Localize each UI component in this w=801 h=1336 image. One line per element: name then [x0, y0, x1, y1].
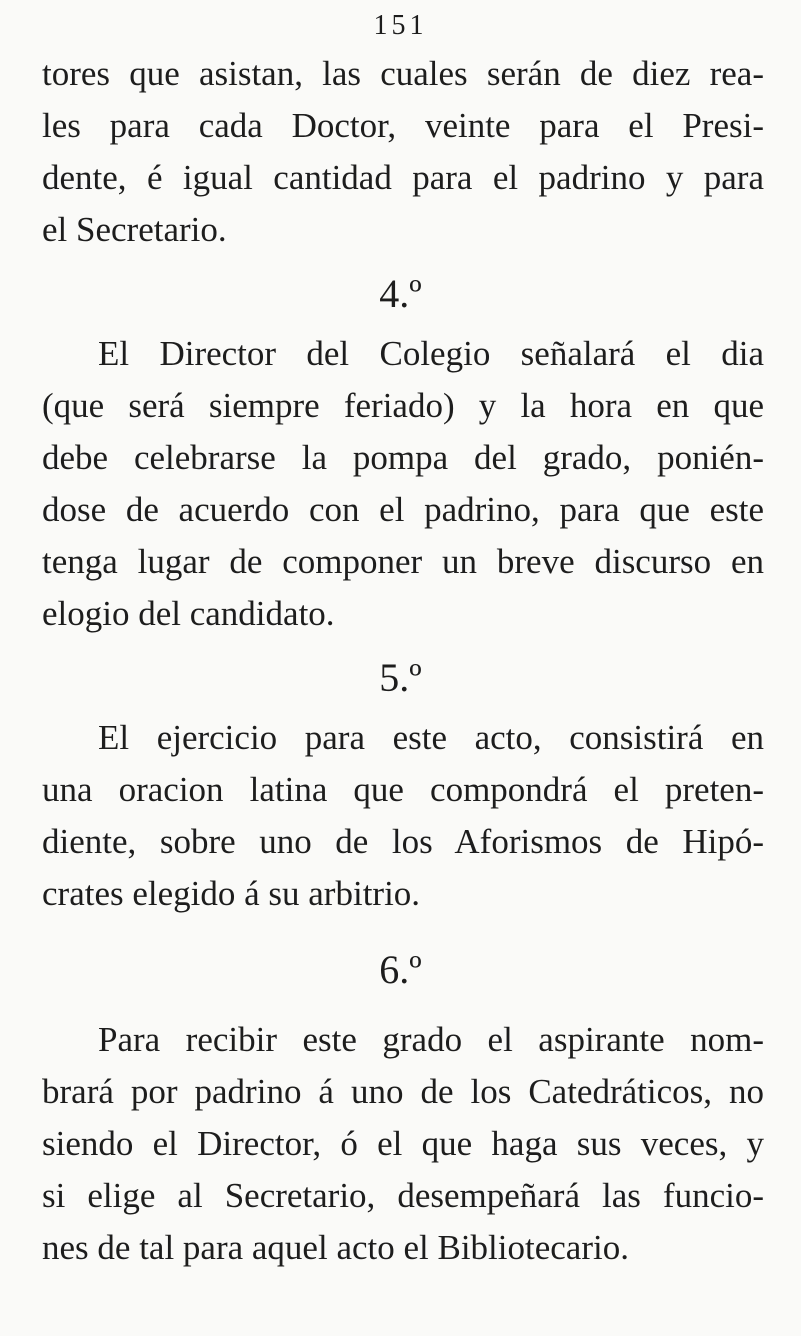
section-number: 4.º	[379, 271, 422, 316]
text-line: dose de acuerdo con el padrino, para que este	[42, 490, 764, 529]
text-line: debe celebrarse la pompa del grado, ponién-	[42, 438, 764, 477]
section-number: 6.º	[379, 947, 422, 992]
text-line: si elige al Secretario, desempeñará las funcio-	[42, 1176, 764, 1215]
text-line: nes de tal para aquel acto el Bibliotecario.	[42, 1228, 629, 1267]
text-line: una oracion latina que compondrá el preten-	[42, 770, 764, 809]
text-line: Para recibir este grado el aspirante nom-	[98, 1020, 764, 1059]
text-line: tores que asistan, las cuales serán de diez rea-	[42, 54, 764, 93]
page-number: 151	[373, 10, 428, 41]
text-line: crates elegido á su arbitrio.	[42, 874, 421, 913]
text-line: elogio del candidato.	[42, 594, 335, 633]
text-line: brará por padrino á uno de los Catedráticos, no	[42, 1072, 764, 1111]
text-line: diente, sobre uno de los Aforismos de Hipó-	[42, 822, 764, 861]
text-line: dente, é igual cantidad para el padrino y para	[42, 158, 764, 197]
text-line: tenga lugar de componer un breve discurso en	[42, 542, 764, 581]
text-line: siendo el Director, ó el que haga sus veces, y	[42, 1124, 764, 1163]
text-line: (que será siempre feriado) y la hora en que	[42, 386, 764, 425]
text-line: El Director del Colegio señalará el dia	[98, 334, 764, 373]
text-line: El ejercicio para este acto, consistirá en	[98, 718, 764, 757]
text-line: el Secretario.	[42, 210, 227, 249]
text-line: les para cada Doctor, veinte para el Presi-	[42, 106, 764, 145]
section-number: 5.º	[379, 655, 422, 700]
